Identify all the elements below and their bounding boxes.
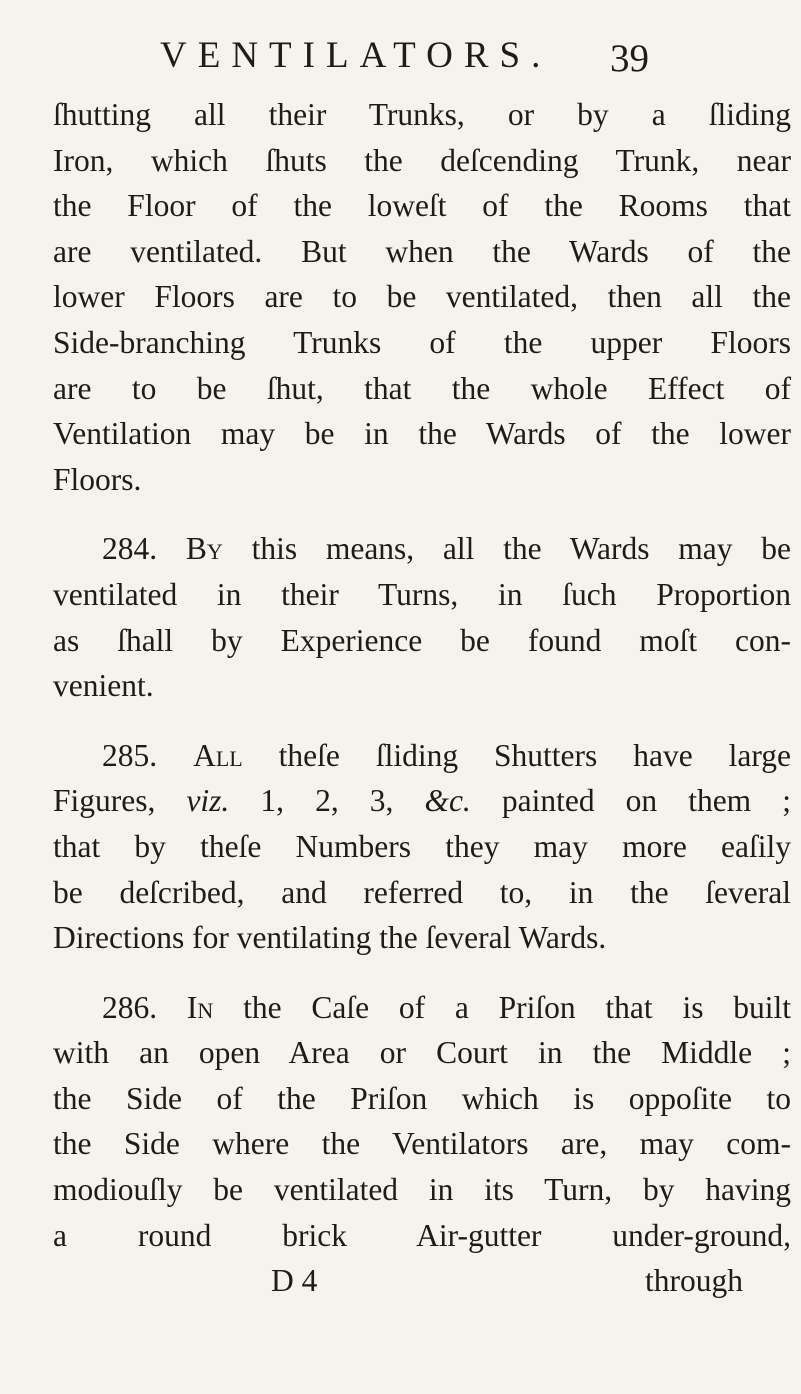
text-line: are to be ſhut, that the whole Effect of xyxy=(53,370,791,406)
text-run: 1, 2, 3, xyxy=(260,783,394,819)
text-line: lower Floors are to be ventilated, then all the xyxy=(53,279,791,315)
text-line: venient. xyxy=(53,668,154,704)
text-line: modiouſly be ventilated in its Turn, by having xyxy=(53,1172,791,1208)
text-line: the Side where the Ventilators are, may com- xyxy=(53,1126,791,1162)
italic-abbrev: &c. xyxy=(424,783,471,819)
paragraph-number: 286. xyxy=(102,989,158,1025)
signature-mark: D 4 xyxy=(271,1263,318,1299)
text-line xyxy=(53,985,791,1031)
catchword: through xyxy=(645,1263,743,1299)
page-header xyxy=(0,34,801,94)
paragraph-gap xyxy=(53,709,791,733)
text-run: theſe ſliding Shutters have large xyxy=(278,737,792,773)
running-title: VENTILATORS. xyxy=(160,35,552,76)
text-line: a round brick Air-gutter under-ground, xyxy=(53,1217,791,1253)
page-footer xyxy=(53,1258,791,1304)
paragraph-number: 284. xyxy=(102,531,158,567)
paragraph-number: 285. xyxy=(102,737,158,773)
text-line xyxy=(53,733,791,779)
page-number: 39 xyxy=(610,37,649,80)
text-line: with an open Area or Court in the Middle ; xyxy=(53,1035,791,1071)
text-line: Iron, which ſhuts the deſcending Trunk, near xyxy=(53,142,791,178)
body-text xyxy=(53,92,791,1304)
text-line: Directions for ventilating the ſeveral Wards. xyxy=(53,920,607,956)
text-run: this means, all the Wards may be xyxy=(251,531,792,567)
text-run: the Caſe of a Priſon that is built xyxy=(243,989,791,1025)
lead-word: All xyxy=(193,737,243,773)
paragraph-286 xyxy=(53,985,791,1259)
text-line: as ſhall by Experience be found moſt con- xyxy=(53,622,791,658)
lead-word: By xyxy=(185,531,223,567)
paragraph-continuation xyxy=(53,92,791,502)
text-line: the Side of the Priſon which is oppoſite to xyxy=(53,1080,791,1116)
text-line: Side-branching Trunks of the upper Floors xyxy=(53,324,791,360)
text-line: that by theſe Numbers they may more eaſily xyxy=(53,828,791,864)
text-run: painted on them ; xyxy=(501,783,791,819)
text-line: be deſcribed, and referred to, in the ſeveral xyxy=(53,874,791,910)
text-line: the Floor of the loweſt of the Rooms that xyxy=(53,188,791,224)
italic-abbrev: viz. xyxy=(186,783,230,819)
paragraph-285 xyxy=(53,733,791,961)
paragraph-284 xyxy=(53,526,791,708)
text-line xyxy=(53,778,791,824)
text-line: Ventilation may be in the Wards of the lower xyxy=(53,416,791,452)
text-line: are ventilated. But when the Wards of the xyxy=(53,233,791,269)
text-line: ventilated in their Turns, in ſuch Proportion xyxy=(53,576,791,612)
lead-word: In xyxy=(186,989,214,1025)
text-run: Figures, xyxy=(53,783,156,819)
paragraph-gap xyxy=(53,502,791,526)
text-line: ſhutting all their Trunks, or by a ſliding xyxy=(53,97,791,132)
paragraph-gap xyxy=(53,961,791,985)
text-line xyxy=(53,526,791,572)
text-line: Floors. xyxy=(53,461,142,497)
